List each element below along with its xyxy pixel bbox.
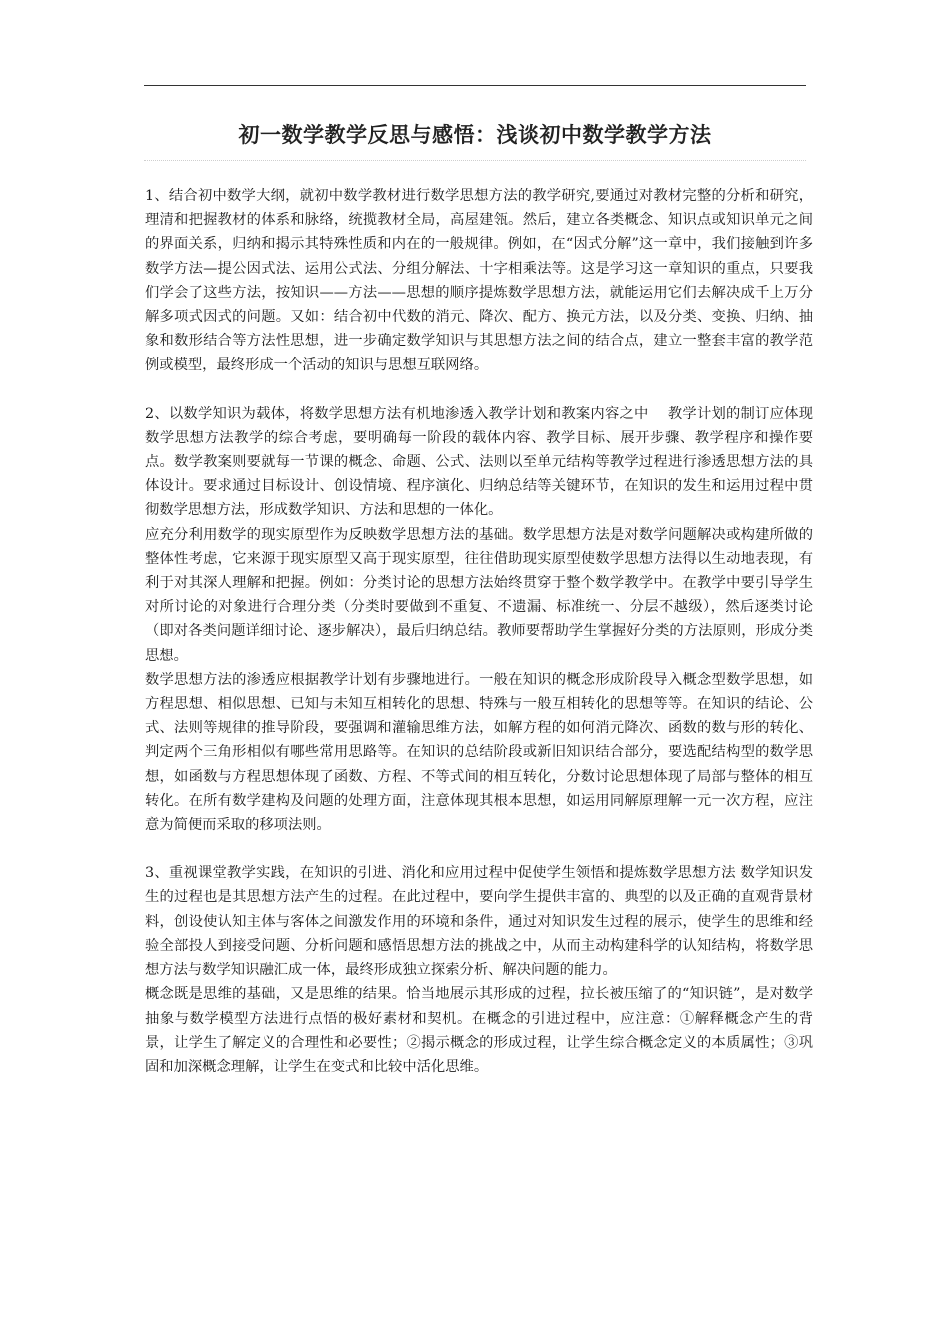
paragraph-infiltration-steps: 数学思想方法的渗透应根据教学计划有步骤地进行。一般在知识的概念形成阶段导入概念型数学思想，如方程思想、相似思想、已知与未知互相转化的思想、特殊与一般互相转化的思想等等。在知识的结论、公式、法则等规律的推导阶段，要强调和灌输思维方法，如解方程的如何消元降次、函数的数与形的转化、判定两个三角形相似有哪些常用思路等。在知识的总结阶段或新旧知识结合部分，要选配结构型的数学思想，如函数与方程思想体现了函数、方程、不等式间的相互转化，分数讨论思想体现了局部与整体的相互转化。在所有数学建构及问题的处理方面，注意体现其根本思想，如运用同解原理解一元一次方程，应注意为简便而采取的移项法则。 bbox=[145, 671, 813, 834]
paragraph-spacer bbox=[145, 837, 813, 861]
title-divider bbox=[144, 160, 806, 161]
paragraph-spacer bbox=[145, 378, 813, 402]
header-divider bbox=[144, 85, 806, 86]
paragraph-real-prototype: 应充分利用数学的现实原型作为反映数学思想方法的基础。数学思想方法是对数学问题解决或构建所做的整体性考虑，它来源于现实原型又高于现实原型，往往借助现实原型使数学思想方法得以生动地表现，有利于对其深人理解和把握。例如：分类讨论的思想方法始终贯穿于整个数学教学中。在教学中要引导学生对所讨论的对象进行合理分类（分类时要做到不重复、不遗漏、标准统一、分层不越级），然后逐类讨论（即对各类问题详细讨论、逐步解决），最后归纳总结。教师要帮助学生掌握好分类的方法原则，形成分类思想。 bbox=[145, 526, 813, 664]
paragraph-concept-formation: 概念既是思维的基础，又是思维的结果。恰当地展示其形成的过程，拉长被压缩了的“知识链”，是对数学抽象与数学模型方法进行点悟的极好素材和契机。在概念的引进过程中，应注意：①解释概念产生的背景，让学生了解定义的合理性和必要性；②揭示概念的形成过程，让学生综合概念定义的本质属性；③巩固和加深概念理解，让学生在变式和比较中活化思维。 bbox=[145, 986, 813, 1075]
page-title: 初一数学教学反思与感悟：浅谈初中数学教学方法 bbox=[238, 123, 712, 147]
paragraph-section-2: 2、以数学知识为载体，将数学思想方法有机地渗透入教学计划和教案内容之中 教学计划的制订应体现数学思想方法教学的综合考虑，要明确每一阶段的载体内容、教学目标、展开步骤、教学程序和操作要点。数学教案则要就每一节课的概念、命题、公式、法则以至单元结构等教学过程进行渗透思想方法的具体设计。要求通过目标设计、创设情境、程序演化、归纳总结等关键环节，在知识的发生和运用过程中贯彻数学思想方法，形成数学知识、方法和思想的一体化。 bbox=[145, 405, 813, 519]
paragraph-section-3: 3、重视课堂教学实践，在知识的引进、消化和应用过程中促使学生领悟和提炼数学思想方法 数学知识发生的过程也是其思想方法产生的过程。在此过程中，要向学生提供丰富的、典型的以及正确的直观背景材料，创设使认知主体与客体之间激发作用的环境和条件，通过对知识发生过程的展示，使学生的思维和经验全部投人到接受问题、分析问题和感悟思想方法的挑战之中，从而主动构建科学的认知结构，将数学思想方法与数学知识融汇成一体，最终形成独立探索分析、解决问题的能力。 bbox=[145, 865, 813, 979]
paragraph-section-1: 1、结合初中数学大纲，就初中数学教材进行数学思想方法的教学研究,要通过对教材完整的分析和研究，理清和把握教材的体系和脉络，统揽教材全局，高屋建瓴。然后，建立各类概念、知识点或知识单元之间的界面关系，归纳和揭示其特殊性质和内在的一般规律。例如，在“因式分解”这一章中，我们接触到许多数学方法—提公因式法、运用公式法、分组分解法、十字相乘法等。这是学习这一章知识的重点，只要我们学会了这些方法，按知识——方法——思想的顺序提炼数学思想方法，就能运用它们去解决成千上万分解多项式因式的问题。又如：结合初中代数的消元、降次、配方、换元方法，以及分类、变换、归纳、抽象和数形结合等方法性思想，进一步确定数学知识与其思想方法之间的结合点，建立一整套丰富的教学范例或模型，最终形成一个活动的知识与思想互联网络。 bbox=[145, 188, 813, 374]
article-body bbox=[145, 184, 813, 1079]
